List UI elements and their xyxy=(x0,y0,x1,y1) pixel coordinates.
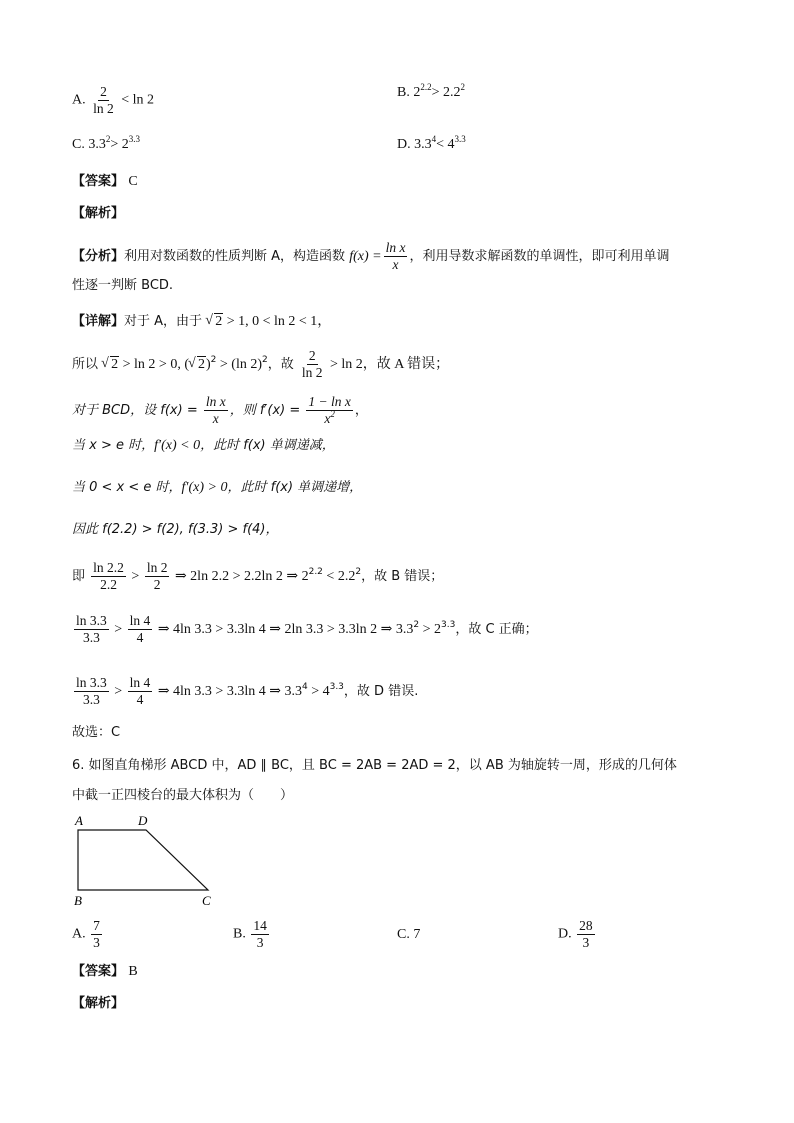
option-c xyxy=(72,136,140,154)
expr: > 2.2 xyxy=(431,85,461,100)
expr: < 2.2 xyxy=(322,569,356,584)
q6-line-2 xyxy=(72,787,293,805)
frac-num: 2 xyxy=(100,84,107,99)
expr: > xyxy=(127,569,143,584)
option-text: C. 7 xyxy=(397,927,421,942)
frac-num: ln 2 xyxy=(146,560,168,575)
exponent: 2 xyxy=(355,567,362,577)
detail-line-9 xyxy=(72,675,418,708)
frac-den: 2 xyxy=(153,577,161,592)
detail-line-3 xyxy=(72,394,368,427)
fraction xyxy=(128,675,153,708)
exponent: 3.3 xyxy=(128,134,140,144)
expr: < ln 2 xyxy=(121,92,155,108)
expr: 2 xyxy=(413,85,421,100)
detail-line-4 xyxy=(72,437,335,455)
detail-line-5 xyxy=(72,479,362,497)
fraction xyxy=(384,240,408,273)
frac-den: 3 xyxy=(256,935,264,950)
frac-den: 3 xyxy=(582,935,590,950)
text: 故选：C xyxy=(72,725,121,740)
fenxi-line-2 xyxy=(72,277,173,295)
frac-den: x xyxy=(392,257,399,272)
expr: > 1, 0 < ln 2 < 1， xyxy=(223,314,332,329)
text: ， xyxy=(354,403,368,418)
text: ，此时 f(x) 单调递减， xyxy=(200,438,335,453)
answer-value: B xyxy=(128,964,138,979)
option-label: A. xyxy=(72,926,86,942)
expr: > (ln 2) xyxy=(216,357,262,372)
trapezoid-diagram xyxy=(68,812,228,912)
frac-den: 2.2 xyxy=(100,577,117,592)
frac-den: ln 2 xyxy=(93,101,114,116)
text: ，此时 f(x) 单调递增， xyxy=(227,480,363,495)
frac-den: 3 xyxy=(93,935,100,950)
frac-num: ln 3.3 xyxy=(76,675,107,690)
sqrt xyxy=(189,356,206,374)
text: 对于 A，由于 xyxy=(124,314,207,329)
frac-den: 4 xyxy=(136,692,144,707)
fraction xyxy=(300,348,325,381)
sqrt xyxy=(206,313,223,331)
text: ，则 f′(x) = xyxy=(229,403,305,418)
detail-tag: 【详解】 xyxy=(72,314,125,329)
fraction xyxy=(91,918,102,951)
exponent: 2.2 xyxy=(420,82,432,92)
option-b xyxy=(397,84,465,102)
fenxi-tag: 【分析】 xyxy=(72,249,125,264)
vertex-label-c: C xyxy=(202,893,211,908)
fraction xyxy=(145,560,170,593)
frac-num: 28 xyxy=(579,918,593,933)
detail-line-8 xyxy=(72,613,538,646)
frac-den: 3.3 xyxy=(82,630,100,645)
exponent: 2 xyxy=(105,134,111,144)
expr: > ln 2，故 A 错误； xyxy=(326,357,450,372)
radicand: 2 xyxy=(111,357,119,372)
option-d xyxy=(397,136,466,154)
exponent: 2 xyxy=(262,355,268,365)
text: 对于 BCD，设 f(x) = xyxy=(72,403,202,418)
expr: 3.3 xyxy=(414,137,432,152)
frac-den: ln 2 xyxy=(301,365,323,380)
trapezoid-shape xyxy=(78,830,208,890)
q6-option-c xyxy=(397,926,420,944)
expr: ⇒ 4ln 3.3 > 3.3ln 4 ⇒ 3.3 xyxy=(154,684,302,699)
exponent: 2.2 xyxy=(308,567,323,577)
option-label: C. xyxy=(72,137,85,152)
expr: ) xyxy=(205,357,211,372)
frac-den-base: x xyxy=(324,411,331,426)
text: 当 x > e 时， xyxy=(72,438,155,453)
exponent: 3.3 xyxy=(441,620,456,630)
answer-line xyxy=(72,172,138,191)
exponent: 2 xyxy=(413,620,420,630)
exponent: 4 xyxy=(301,682,308,692)
q6-option-a xyxy=(72,918,104,951)
text: 性逐一判断 BCD. xyxy=(72,278,174,293)
frac-num: 7 xyxy=(93,918,100,933)
radicand: 2 xyxy=(197,357,205,372)
option-a xyxy=(72,84,154,117)
fraction xyxy=(577,918,595,951)
expr: 3.3 xyxy=(88,137,106,152)
fraction xyxy=(74,613,109,646)
frac-num: ln 2.2 xyxy=(93,560,124,575)
option-label: A. xyxy=(72,92,86,108)
frac-num: 2 xyxy=(308,348,316,363)
analysis-heading xyxy=(72,204,124,223)
frac-num: ln x xyxy=(385,240,406,255)
exponent: 2 xyxy=(210,355,217,365)
option-label: B. xyxy=(397,85,410,100)
frac-num: ln 3.3 xyxy=(76,613,107,628)
vertex-label-d: D xyxy=(138,813,148,828)
text: ，故 B 错误； xyxy=(361,569,444,584)
question-text: 中截一正四棱台的最大体积为（ ） xyxy=(72,788,294,803)
text: 所以 xyxy=(72,357,103,372)
answer-line-2 xyxy=(72,962,138,981)
fraction xyxy=(91,84,116,117)
expr: > 2 xyxy=(110,137,129,152)
frac-num: 1 − ln x xyxy=(308,394,351,409)
vertex-label-b: B xyxy=(74,893,82,908)
exponent: 4 xyxy=(431,134,437,144)
fraction xyxy=(91,560,126,593)
question-text: 6. 如图直角梯形 ABCD 中，AD ∥ BC，且 BC = 2AB = 2AD = 2，以 AB 为轴旋转一周，形成的几何体 xyxy=(72,758,677,773)
frac-num: ln x xyxy=(205,394,226,409)
text: 利用对数函数的性质判断 A，构造函数 xyxy=(124,249,350,264)
detail-line-7 xyxy=(72,560,443,593)
exponent: 3.3 xyxy=(329,682,344,692)
fenxi-line-1 xyxy=(72,240,669,273)
fraction xyxy=(74,675,109,708)
option-label: D. xyxy=(397,137,411,152)
radicand: 2 xyxy=(215,314,223,329)
expr: f′(x) < 0 xyxy=(154,438,201,453)
fraction xyxy=(204,394,228,427)
fraction xyxy=(251,918,269,951)
text: ，利用导数求解函数的单调性，即可利用单调 xyxy=(409,249,670,264)
frac-den: 4 xyxy=(136,630,144,645)
detail-line-2 xyxy=(72,348,449,381)
analysis-heading-2 xyxy=(72,994,124,1013)
option-label: D. xyxy=(558,926,572,942)
text: 因此 f(2.2) > f(2), f(3.3) > f(4)， xyxy=(72,522,279,537)
answer-tag: 【答案】 xyxy=(72,964,125,979)
exponent: 2 xyxy=(330,409,335,419)
text: 当 0 < x < e 时， xyxy=(72,480,182,495)
text: ，故 D 错误. xyxy=(343,684,419,699)
text: ，故 xyxy=(267,357,298,372)
expr: < 4 xyxy=(436,137,455,152)
fraction xyxy=(128,613,153,646)
frac-den: x xyxy=(212,411,219,426)
detail-line-1 xyxy=(72,313,331,331)
analysis-tag: 【解析】 xyxy=(72,996,125,1011)
expr: ⇒ 2ln 2.2 > 2.2ln 2 ⇒ 2 xyxy=(171,569,309,584)
fraction xyxy=(306,394,352,427)
detail-line-6 xyxy=(72,521,278,539)
expr: > xyxy=(110,622,126,637)
exponent: 3.3 xyxy=(454,134,466,144)
expr: > xyxy=(110,684,126,699)
option-label: B. xyxy=(233,926,246,942)
frac-num: ln 4 xyxy=(129,675,151,690)
exponent: 2 xyxy=(460,82,465,92)
expr: > ln 2 > 0, ( xyxy=(119,357,189,372)
text: ，故 C 正确； xyxy=(455,622,538,637)
expr: f(x) = xyxy=(349,249,382,264)
frac-num: ln 4 xyxy=(129,613,151,628)
q6-line-1 xyxy=(72,757,677,775)
q6-option-b xyxy=(233,918,271,951)
final-choice xyxy=(72,724,120,742)
vertex-label-a: A xyxy=(75,813,83,828)
analysis-tag: 【解析】 xyxy=(72,206,125,221)
expr: ⇒ 4ln 3.3 > 3.3ln 4 ⇒ 2ln 3.3 > 3.3ln 2 ⇒ 3.3 xyxy=(154,622,414,637)
sqrt xyxy=(102,356,119,374)
answer-tag: 【答案】 xyxy=(72,174,125,189)
expr: > 2 xyxy=(419,622,441,637)
answer-value: C xyxy=(128,174,138,189)
frac-den xyxy=(322,411,337,427)
expr: f′(x) > 0 xyxy=(181,480,228,495)
frac-den: 3.3 xyxy=(82,692,100,707)
text: 即 xyxy=(72,569,90,584)
q6-option-d xyxy=(558,918,597,951)
expr: > 4 xyxy=(307,684,330,699)
frac-num: 14 xyxy=(253,918,267,933)
